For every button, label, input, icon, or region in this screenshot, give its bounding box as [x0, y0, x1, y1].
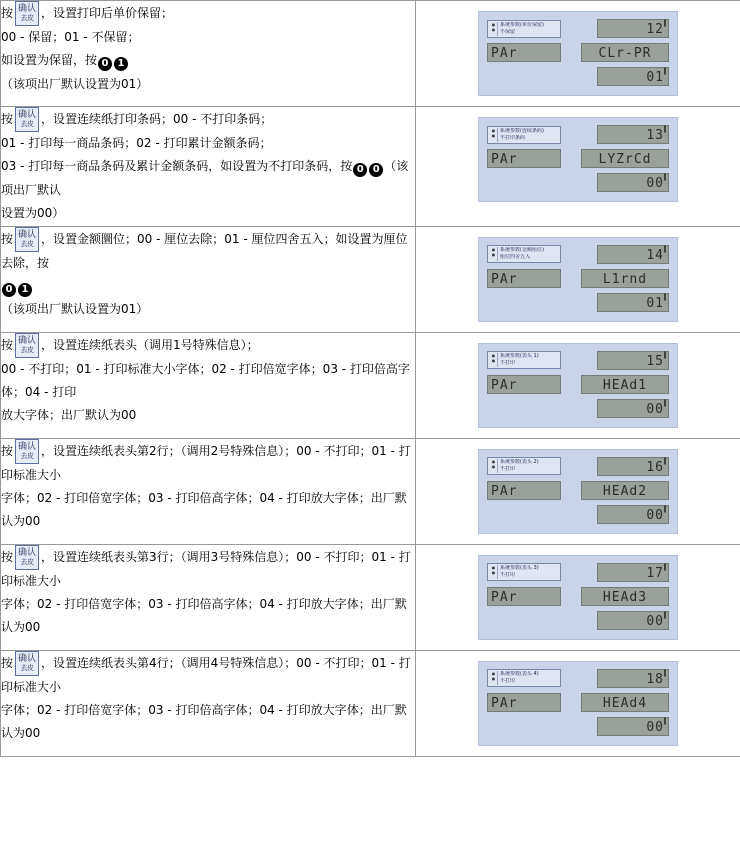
- panel-top-row: [487, 563, 669, 582]
- digit-badge: 0: [369, 163, 383, 177]
- lcd-indicator-icon: ▐: [662, 457, 667, 465]
- lcd-mode-code: PAr: [487, 269, 561, 288]
- annotation-marker: ● ●: [490, 353, 498, 367]
- instruction-paragraph: [1, 26, 415, 49]
- panel-bottom-row: [487, 67, 669, 86]
- instruction-text: 按: [1, 549, 14, 564]
- instruction-text: 按: [1, 112, 14, 126]
- digit-badge: 0: [353, 163, 367, 177]
- panel-middle-row: [487, 43, 669, 62]
- instruction-paragraph: [1, 593, 415, 640]
- digit-badge: 1: [114, 57, 128, 71]
- annotation-text: [498, 671, 558, 685]
- instruction-paragraph: [1, 107, 415, 132]
- table-row: [1, 438, 740, 544]
- instruction-text: 00 - 不打印；01 - 打印标准大小字体；02 - 打印倍宽字体；03 - 打印倍高字体；04 - 打印: [1, 361, 410, 399]
- instruction-cell: [1, 332, 416, 438]
- instruction-text: ，设置金额圜位；00 - 厘位去除；01 - 厘位四舍五入；如设置为厘位去除，按: [1, 231, 408, 270]
- scale-panel: [478, 449, 678, 534]
- lcd-indicator-icon: ▐: [662, 669, 667, 677]
- illustration-cell: [416, 1, 740, 107]
- panel-annotation-box: [487, 563, 561, 581]
- annotation-text: [498, 247, 558, 261]
- lcd-indicator-icon: ▐: [662, 611, 667, 619]
- panel-annotation-box: [487, 351, 561, 369]
- lcd-indicator-icon: ▐: [662, 717, 667, 725]
- confirm-key-icon: [15, 107, 39, 132]
- instruction-text: （该项出厂默认设置为01）: [1, 76, 149, 91]
- instruction-paragraph: [1, 275, 415, 298]
- digit-badge: 0: [98, 57, 112, 71]
- lcd-parameter-code: L1rnd: [581, 269, 669, 288]
- panel-top-row: [487, 457, 669, 476]
- annotation-line-2: 厘位四舍五入: [500, 254, 531, 261]
- lcd-item-number: 18 ▐: [597, 669, 669, 688]
- illustration-cell: [416, 226, 740, 332]
- lcd-mode-code: PAr: [487, 43, 561, 62]
- illustration-cell: [416, 544, 740, 650]
- annotation-line-1: 系统参数(表头 2): [500, 459, 539, 466]
- lcd-item-number: 16 ▐: [597, 457, 669, 476]
- lcd-parameter-code: CLr-PR: [581, 43, 669, 62]
- panel-annotation-box: [487, 245, 561, 263]
- instruction-text: 设置为00）: [1, 206, 65, 221]
- instruction-text: 按: [1, 231, 14, 246]
- panel-middle-row: [487, 375, 669, 394]
- scale-display-figure: [416, 227, 740, 332]
- annotation-text: [498, 459, 558, 473]
- lcd-parameter-code: LYZrCd: [581, 149, 669, 168]
- instruction-text: 字体；02 - 打印倍宽字体；03 - 打印倍高字体；04 - 打印放大字体；出厂默认为00: [1, 702, 407, 741]
- lcd-indicator-icon: ▐: [662, 563, 667, 571]
- table-row: [1, 107, 740, 227]
- annotation-marker: ● ●: [490, 22, 498, 36]
- illustration-cell: [416, 107, 740, 227]
- instruction-paragraph: [1, 358, 415, 405]
- panel-annotation-box: [487, 457, 561, 475]
- instruction-paragraph: [1, 333, 415, 358]
- instruction-paragraph: [1, 699, 415, 746]
- instruction-paragraph: [1, 73, 415, 96]
- illustration-cell: [416, 438, 740, 544]
- panel-middle-row: [487, 481, 669, 500]
- annotation-text: [498, 353, 558, 367]
- digit-badge: 0: [2, 283, 16, 297]
- lcd-mode-code: PAr: [487, 375, 561, 394]
- panel-top-row: [487, 245, 669, 264]
- annotation-line-1: 系统参数(连续条码): [500, 127, 544, 134]
- lcd-value: 00 ▐: [597, 611, 669, 630]
- annotation-line-1: 系统参数(表头 4): [500, 671, 539, 678]
- instruction-text: 如设置为保留，按: [1, 53, 98, 68]
- scale-display-figure: [416, 107, 740, 212]
- lcd-item-number: 17 ▐: [597, 563, 669, 582]
- key-sub-label: 去皮: [20, 557, 34, 566]
- key-main-label: 确认: [18, 441, 37, 452]
- panel-middle-row: [487, 269, 669, 288]
- annotation-line-2: 不打印: [500, 572, 516, 579]
- scale-panel: [478, 117, 678, 202]
- lcd-parameter-code: HEAd3: [581, 587, 669, 606]
- lcd-value: 00 ▐: [597, 505, 669, 524]
- scale-panel: [478, 237, 678, 322]
- panel-annotation-box: [487, 20, 561, 38]
- lcd-value: 01 ▐: [597, 67, 669, 86]
- lcd-mode-code: PAr: [487, 693, 561, 712]
- lcd-value: 01 ▐: [597, 293, 669, 312]
- lcd-indicator-icon: ▐: [662, 505, 667, 513]
- confirm-key-icon: [15, 439, 39, 464]
- panel-top-row: [487, 669, 669, 688]
- annotation-line-2: 不打印条码: [500, 134, 526, 141]
- instruction-text: 00 - 保留；01 - 不保留；: [1, 30, 140, 44]
- illustration-cell: [416, 650, 740, 756]
- digit-badge: 1: [18, 283, 32, 297]
- confirm-key-icon: [15, 333, 39, 358]
- lcd-item-number: 12 ▐: [597, 19, 669, 38]
- lcd-parameter-code: HEAd1: [581, 375, 669, 394]
- key-sub-label: 去皮: [20, 14, 34, 22]
- confirm-key-icon: [15, 651, 39, 676]
- key-main-label: 确认: [18, 229, 37, 240]
- instruction-cell: [1, 544, 416, 650]
- table-row: [1, 650, 740, 756]
- panel-annotation-box: [487, 669, 561, 687]
- panel-middle-row: [487, 587, 669, 606]
- panel-annotation-box: [487, 126, 561, 144]
- panel-bottom-row: [487, 611, 669, 630]
- key-main-label: 确认: [18, 547, 37, 558]
- key-sub-label: 去皮: [20, 663, 34, 672]
- scale-display-figure: [416, 545, 740, 650]
- instruction-paragraph: [1, 227, 415, 275]
- instruction-text: 放大字体；出厂默认为00: [1, 408, 137, 423]
- instruction-paragraph: [1, 132, 415, 155]
- key-sub-label: 去皮: [20, 239, 34, 248]
- table-row: [1, 1, 740, 107]
- instruction-paragraph: [1, 49, 415, 72]
- scale-panel: [478, 661, 678, 746]
- lcd-parameter-code: HEAd2: [581, 481, 669, 500]
- lcd-indicator-icon: ▐: [662, 293, 667, 301]
- instruction-paragraph: [1, 202, 415, 225]
- scale-panel: [478, 11, 678, 96]
- instruction-text: 按: [1, 655, 14, 670]
- instruction-text: 字体；02 - 打印倍宽字体；03 - 打印倍高字体；04 - 打印放大字体；出厂默认为00: [1, 596, 407, 635]
- key-sub-label: 去皮: [20, 345, 34, 354]
- annotation-text: [498, 565, 558, 579]
- panel-middle-row: [487, 149, 669, 168]
- instruction-paragraph: [1, 404, 415, 427]
- instruction-text: （该项出厂默认设置为01）: [1, 302, 149, 317]
- scale-display-figure: [416, 651, 740, 756]
- instruction-text: ，设置连续纸表头第2行；（调用2号特殊信息）；00 - 不打印；01 - 打印标准大小: [1, 443, 411, 482]
- instruction-text: ，设置连续纸表头第4行；（调用4号特殊信息）；00 - 不打印；01 - 打印标准大小: [1, 655, 411, 694]
- scale-display-figure: [416, 1, 740, 106]
- confirm-key-icon: [15, 227, 39, 252]
- table-row: [1, 226, 740, 332]
- instruction-text: 字体；02 - 打印倍宽字体；03 - 打印倍高字体；04 - 打印放大字体；出厂默认为00: [1, 490, 407, 529]
- annotation-line-1: 系统参数(表头 1): [500, 353, 539, 360]
- lcd-indicator-icon: ▐: [662, 68, 667, 75]
- lcd-indicator-icon: ▐: [662, 399, 667, 407]
- instruction-cell: [1, 226, 416, 332]
- annotation-line-1: 系统参数(单价保留): [500, 21, 544, 28]
- instruction-cell: [1, 107, 416, 227]
- lcd-value: 00 ▐: [597, 399, 669, 418]
- panel-bottom-row: [487, 399, 669, 418]
- annotation-text: [498, 128, 558, 142]
- instruction-text: 按: [1, 337, 14, 352]
- panel-top-row: [487, 351, 669, 370]
- table-row: [1, 332, 740, 438]
- panel-bottom-row: [487, 173, 669, 192]
- lcd-value: 00 ▐: [597, 717, 669, 736]
- lcd-indicator-icon: ▐: [662, 351, 667, 359]
- annotation-line-2: 不打印: [500, 466, 516, 473]
- instruction-text: 03 - 打印每一商品条码及累计金额条码，如设置为不打印条码，按: [1, 159, 353, 174]
- instruction-text: 按: [1, 6, 14, 20]
- annotation-marker: ● ●: [490, 128, 498, 142]
- confirm-key-icon: [15, 1, 39, 26]
- instruction-text: ，设置打印后单价保留；: [41, 6, 174, 20]
- annotation-marker: ● ●: [490, 671, 498, 685]
- annotation-line-2: 不打印: [500, 360, 516, 367]
- lcd-indicator-icon: ▐: [662, 245, 667, 253]
- key-main-label: 确认: [18, 110, 37, 120]
- lcd-mode-code: PAr: [487, 149, 561, 168]
- annotation-marker: ● ●: [490, 565, 498, 579]
- instruction-paragraph: [1, 439, 415, 487]
- instruction-paragraph: [1, 545, 415, 593]
- instruction-text: 01 - 打印每一商品条码；02 - 打印累计金额条码；: [1, 136, 272, 150]
- scale-panel: [478, 343, 678, 428]
- lcd-value: 00 ▐: [597, 173, 669, 192]
- panel-top-row: [487, 19, 669, 38]
- scale-panel: [478, 555, 678, 640]
- panel-bottom-row: [487, 717, 669, 736]
- key-main-label: 确认: [18, 335, 37, 346]
- illustration-cell: [416, 332, 740, 438]
- annotation-line-2: 不打印: [500, 678, 516, 685]
- key-sub-label: 去皮: [20, 120, 34, 128]
- table-row: [1, 544, 740, 650]
- key-sub-label: 去皮: [20, 451, 34, 460]
- lcd-mode-code: PAr: [487, 587, 561, 606]
- instruction-text: 按: [1, 443, 14, 458]
- annotation-line-1: 系统参数(金额厘位): [500, 247, 544, 254]
- instruction-cell: [1, 438, 416, 544]
- annotation-marker: ● ●: [490, 459, 498, 473]
- instruction-cell: [1, 650, 416, 756]
- confirm-key-icon: [15, 545, 39, 570]
- annotation-line-1: 系统参数(表头 3): [500, 565, 539, 572]
- panel-top-row: [487, 125, 669, 144]
- panel-middle-row: [487, 693, 669, 712]
- lcd-indicator-icon: ▐: [662, 126, 667, 133]
- panel-bottom-row: [487, 505, 669, 524]
- instruction-paragraph: [1, 651, 415, 699]
- scale-display-figure: [416, 439, 740, 544]
- instruction-text: ，设置连续纸打印条码；00 - 不打印条码；: [41, 112, 273, 126]
- lcd-indicator-icon: ▐: [662, 20, 667, 27]
- annotation-text: [498, 22, 558, 36]
- lcd-indicator-icon: ▐: [662, 174, 667, 181]
- instruction-text: ，设置连续纸表头（调用1号特殊信息）；: [41, 337, 259, 352]
- lcd-mode-code: PAr: [487, 481, 561, 500]
- scale-display-figure: [416, 333, 740, 438]
- instruction-text: ，设置连续纸表头第3行；（调用3号特殊信息）；00 - 不打印；01 - 打印标准大小: [1, 549, 411, 588]
- instruction-paragraph: [1, 1, 415, 26]
- lcd-item-number: 13 ▐: [597, 125, 669, 144]
- key-main-label: 确认: [18, 4, 37, 14]
- key-main-label: 确认: [18, 653, 37, 664]
- instruction-paragraph: [1, 298, 415, 321]
- instruction-text: （该项出厂默认: [1, 159, 409, 197]
- panel-bottom-row: [487, 293, 669, 312]
- instruction-paragraph: [1, 155, 415, 202]
- lcd-item-number: 15 ▐: [597, 351, 669, 370]
- lcd-item-number: 14 ▐: [597, 245, 669, 264]
- instruction-cell: [1, 1, 416, 107]
- instruction-paragraph: [1, 487, 415, 534]
- annotation-marker: ● ●: [490, 247, 498, 261]
- annotation-line-2: 不保留: [500, 28, 516, 35]
- lcd-parameter-code: HEAd4: [581, 693, 669, 712]
